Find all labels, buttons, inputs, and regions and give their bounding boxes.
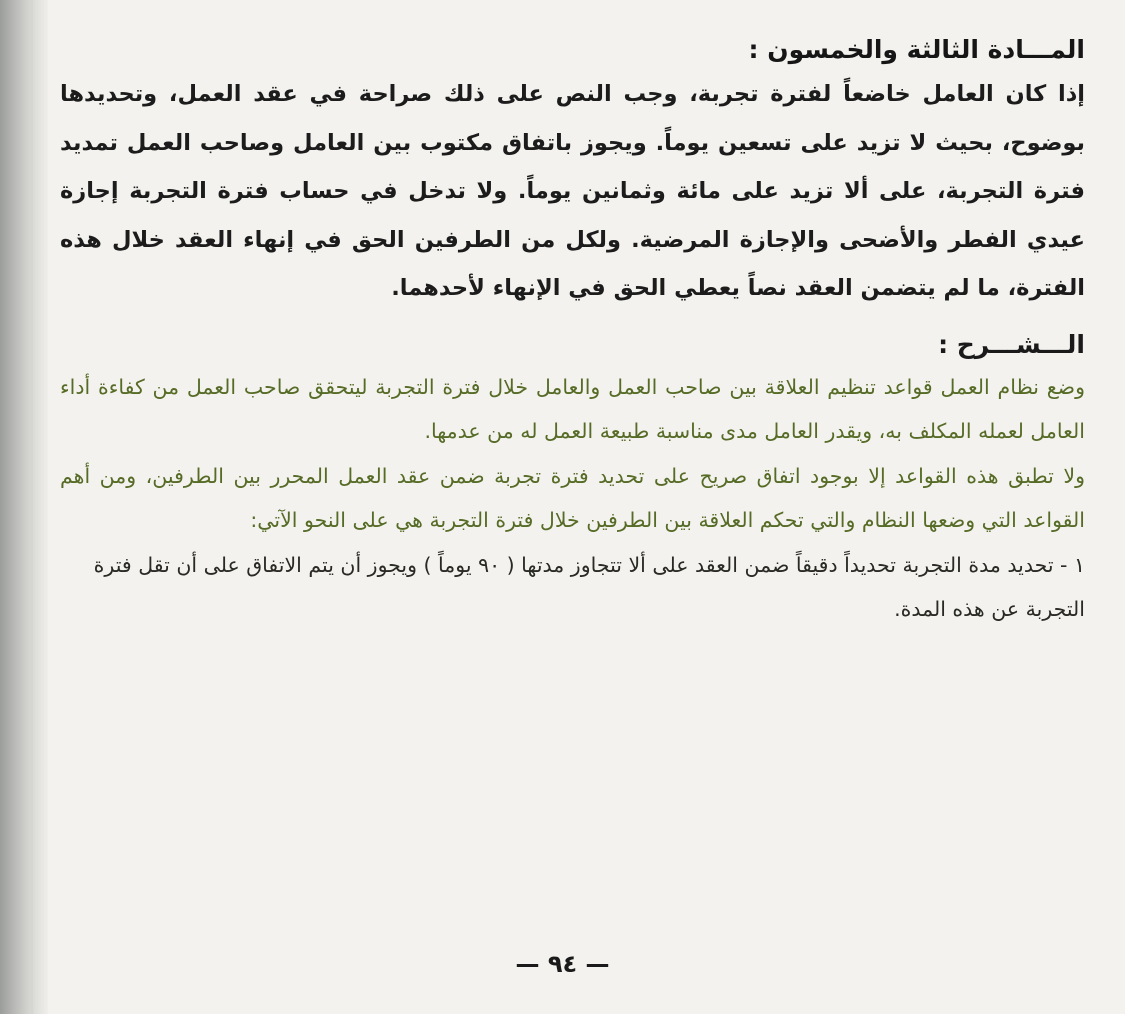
commentary-paragraph-2 [60, 454, 1085, 543]
book-binding-shadow [0, 0, 48, 1014]
article-title: المـــادة الثالثة والخمسون : [748, 35, 1085, 64]
highlighted-text: ولا تطبق هذه القواعد إلا بوجود اتفاق صريح على تحديد فترة تجربة ضمن عقد العمل المحرر بين الطرفين، ومن أهم القواعد التي وضعها النظام والتي تحكم العلاقة بين الطرفين خلال فترة التجربة هي على النحو الآتي: [60, 463, 1085, 532]
commentary-paragraph-1 [60, 365, 1085, 454]
highlighted-text: وضع نظام العمل قواعد تنظيم العلاقة بين صاحب العمل والعامل خلال فترة التجربة ليتحقق صاحب العمل من كفاءة أداء العامل لعمله المكلف به، ويقدر العامل مدى مناسبة طبيعة العمل له من عدمها. [60, 374, 1085, 443]
book-binding-edge [30, 0, 33, 1014]
commentary-title: الـــشـــرح : [938, 329, 1085, 359]
document-page [60, 30, 1085, 1014]
article-text: إذا كان العامل خاضعاً لفترة تجربة، وجب النص على ذلك صراحة في عقد العمل، وتحديدها بوضوح، بحيث لا تزيد على تسعين يوماً. ويجوز باتفاق مكتوب بين العامل وصاحب العمل تمديد فترة التجربة، على ألا تزيد على مائة وثمانين يوماً. ولا تدخل في حساب فترة التجربة إجازة عيدي الفطر والأضحى والإجازة المرضية. ولكل من الطرفين الحق في إنهاء العقد خلال هذه الفترة، ما لم يتضمن العقد نصاً يعطي الحق في الإنهاء لأحدهما. [60, 81, 1085, 301]
list-item: ١ - تحديد مدة التجربة تحديداً دقيقاً ضمن العقد على ألا تتجاوز مدتها ( ٩٠ يوماً ) ويجوز أن يتم الاتفاق على أن تقل فترة التجربة عن هذه المدة. [93, 552, 1085, 621]
page-number: — ٩٤ — [515, 950, 610, 978]
